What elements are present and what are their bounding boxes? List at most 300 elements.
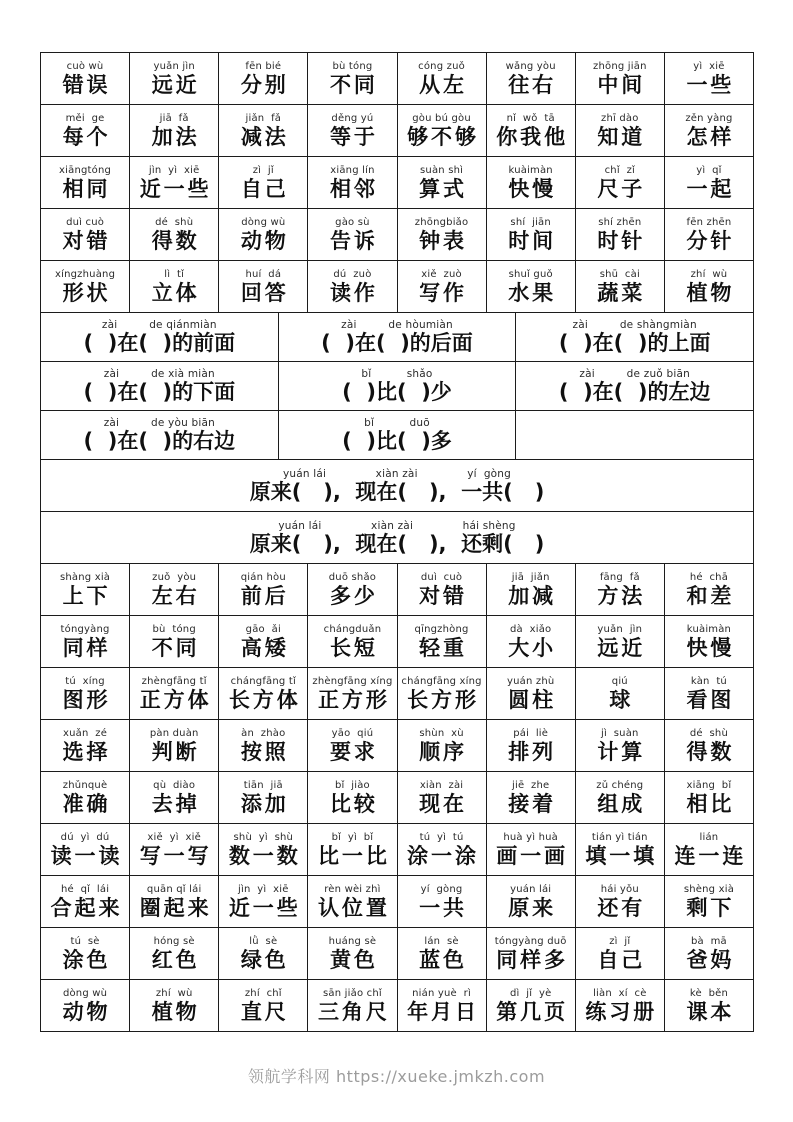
pinyin-label: liàn xí cè <box>593 987 647 999</box>
hanzi-text: 写作 <box>419 280 468 305</box>
hanzi-text: 比较 <box>329 791 378 816</box>
pinyin-label: yuán lái <box>510 883 552 895</box>
vocab-cell <box>576 928 665 980</box>
pinyin-label: dòng wù <box>62 987 108 999</box>
pinyin-label: dì jǐ yè <box>509 987 552 999</box>
hanzi-text: 一起 <box>686 176 735 201</box>
hanzi-text: ( )比( )少 <box>342 380 452 404</box>
pinyin-label: jìn yì xiē <box>148 164 200 176</box>
pinyin-label: qīngzhòng <box>414 623 469 635</box>
vocab-cell <box>130 209 219 261</box>
vocab-cell <box>130 720 219 772</box>
vocab-cell <box>398 824 487 876</box>
pinyin-label: zhí chǐ <box>244 987 282 999</box>
vocab-cell <box>398 53 487 105</box>
vocab-cell <box>576 980 665 1032</box>
vocab-cell <box>665 157 754 209</box>
hanzi-text: 等于 <box>329 124 378 149</box>
pinyin-label: shuǐ guǒ <box>508 268 553 280</box>
hanzi-text: 近一些 <box>139 176 212 201</box>
vocab-cell <box>130 928 219 980</box>
vocab-cell <box>665 105 754 157</box>
vocab-cell <box>219 261 308 313</box>
vocab-cell <box>487 928 576 980</box>
hanzi-text: 要求 <box>329 739 378 764</box>
vocab-cell <box>487 261 576 313</box>
pinyin-label: dà xiǎo <box>509 623 552 635</box>
hanzi-text: ( )在( )的后面 <box>321 331 473 355</box>
hanzi-text: 你我他 <box>496 124 569 149</box>
pinyin-label: kè běn <box>689 987 729 999</box>
pinyin-label: dé shù <box>155 216 194 228</box>
pinyin-label: jiǎn fǎ <box>245 112 282 124</box>
pinyin-label: zài de zuǒ biān <box>579 368 690 380</box>
pinyin-label: xiàn zài <box>419 779 464 791</box>
vocab-cell <box>487 772 576 824</box>
hanzi-text: 够不够 <box>407 124 480 149</box>
vocab-cell <box>665 876 754 928</box>
vocab-cell <box>487 668 576 720</box>
pinyin-label: zhí wù <box>155 987 193 999</box>
pinyin-label: děng yú <box>331 112 374 124</box>
pinyin-label: xiāngtóng <box>59 164 112 176</box>
pinyin-label: bù tóng <box>152 623 196 635</box>
pinyin-label: jiā fǎ <box>159 112 189 124</box>
pinyin-label: zuǒ yòu <box>152 571 197 583</box>
hanzi-text: 数一数 <box>228 843 301 868</box>
pinyin-label: bà mā <box>690 935 727 947</box>
hanzi-text: 同样多 <box>496 947 569 972</box>
vocab-cell <box>576 720 665 772</box>
hanzi-text: 减法 <box>240 124 289 149</box>
vocab-cell <box>130 824 219 876</box>
hanzi-text: 分针 <box>686 228 735 253</box>
pinyin-label: shí jiān <box>510 216 551 228</box>
vocab-cell <box>487 105 576 157</box>
hanzi-text: 快慢 <box>686 635 735 660</box>
vocab-cell <box>219 772 308 824</box>
pinyin-label: duō shǎo <box>328 571 377 583</box>
vocab-cell <box>487 980 576 1032</box>
hanzi-text: 练习册 <box>585 999 658 1024</box>
hanzi-text: 动物 <box>240 228 289 253</box>
hanzi-text: 回答 <box>240 280 289 305</box>
pinyin-label: bù tóng <box>332 60 373 72</box>
hanzi-text: 得数 <box>686 739 735 764</box>
pinyin-label: chángduǎn <box>323 623 382 635</box>
pinyin-label: qián hòu <box>240 571 286 583</box>
hanzi-text: 前后 <box>240 583 289 608</box>
vocab-cell <box>576 616 665 668</box>
pinyin-label: lǜ sè <box>249 935 278 947</box>
hanzi-text: 图形 <box>62 687 111 712</box>
pinyin-label: qiú <box>611 675 628 687</box>
hanzi-text: 爸妈 <box>686 947 735 972</box>
pinyin-label: quān qǐ lái <box>146 883 202 895</box>
vocab-cell <box>398 209 487 261</box>
hanzi-text: 往右 <box>508 72 557 97</box>
hanzi-text: 不同 <box>329 72 378 97</box>
vocab-cell <box>41 876 130 928</box>
hanzi-text: ( )在( )的左边 <box>558 380 711 404</box>
hanzi-text: 立体 <box>151 280 200 305</box>
footer-site-name: 领航学科网 <box>247 1067 331 1086</box>
pinyin-label: yuán zhù <box>506 675 555 687</box>
pinyin-label: hé chā <box>689 571 729 583</box>
vocab-cell <box>308 824 397 876</box>
hanzi-text: 轻重 <box>419 635 468 660</box>
vocab-cell <box>219 720 308 772</box>
pinyin-label: huí dá <box>245 268 282 280</box>
vocab-cell <box>219 876 308 928</box>
pinyin-label: yuán lái xiàn zài hái shèng <box>278 519 516 532</box>
vocab-cell <box>219 157 308 209</box>
hanzi-text: 黄色 <box>329 947 378 972</box>
hanzi-text: 一些 <box>686 72 735 97</box>
pinyin-label: fāng fǎ <box>599 571 640 583</box>
hanzi-text: 读一读 <box>50 843 123 868</box>
pinyin-label: kuàimàn <box>508 164 553 176</box>
pinyin-label: zhōng jiān <box>593 60 647 72</box>
hanzi-text: 左右 <box>151 583 200 608</box>
hanzi-text: 课本 <box>686 999 735 1024</box>
pinyin-label: shí zhēn <box>598 216 642 228</box>
hanzi-text: 还有 <box>597 895 646 920</box>
hanzi-text: 算式 <box>419 176 468 201</box>
pinyin-label: hé qǐ lái <box>60 883 110 895</box>
vocab-cell <box>41 564 130 616</box>
table-section-3 <box>41 564 754 1032</box>
pinyin-label: pái liè <box>513 727 549 739</box>
hanzi-text: 中间 <box>597 72 646 97</box>
hanzi-text: 准确 <box>62 791 111 816</box>
pinyin-label: shùn xù <box>419 727 464 739</box>
hanzi-text: 选择 <box>62 739 111 764</box>
pinyin-label: shàng xià <box>59 571 111 583</box>
vocab-cell <box>576 157 665 209</box>
vocab-cell <box>219 105 308 157</box>
hanzi-text: 一共 <box>419 895 468 920</box>
hanzi-text: 直尺 <box>240 999 289 1024</box>
vocab-cell <box>41 824 130 876</box>
hanzi-text: 原来( ), 现在( ), 一共( ) <box>249 479 545 504</box>
hanzi-text: 错误 <box>62 72 111 97</box>
table-section-0 <box>41 53 754 313</box>
hanzi-text: 时针 <box>597 228 646 253</box>
hanzi-text: ( )在( )的右边 <box>83 429 236 453</box>
vocab-cell <box>576 209 665 261</box>
pinyin-label: zhōngbiǎo <box>414 216 469 228</box>
vocab-cell <box>41 53 130 105</box>
vocab-cell <box>41 720 130 772</box>
table-section-2 <box>41 460 754 564</box>
hanzi-text: 原来( ), 现在( ), 还剩( ) <box>249 531 545 556</box>
vocab-cell <box>308 261 397 313</box>
pinyin-label: tóngyàng duō <box>494 935 567 947</box>
pinyin-label: měi ge <box>65 112 105 124</box>
pinyin-label: cuò wù <box>66 60 104 72</box>
vocab-cell <box>279 362 517 411</box>
hanzi-text: 和差 <box>686 583 735 608</box>
vocab-cell <box>665 720 754 772</box>
vocab-cell <box>308 720 397 772</box>
hanzi-text: 接着 <box>508 791 557 816</box>
vocab-cell <box>279 313 517 362</box>
pinyin-label: dòng wù <box>241 216 286 228</box>
vocab-cell <box>665 772 754 824</box>
vocab-cell <box>487 720 576 772</box>
vocab-cell <box>665 53 754 105</box>
pinyin-label: zài de xià miàn <box>103 368 215 380</box>
vocab-cell <box>41 980 130 1032</box>
pinyin-label: tú sè <box>70 935 100 947</box>
vocab-cell <box>41 209 130 261</box>
hanzi-text: 远近 <box>597 635 646 660</box>
vocab-cell <box>219 209 308 261</box>
pinyin-label: qù diào <box>153 779 196 791</box>
pinyin-label: xiě yì xiě <box>147 831 201 843</box>
pinyin-label: dú yì dú <box>60 831 110 843</box>
hanzi-text <box>631 429 638 454</box>
vocab-cell <box>41 105 130 157</box>
vocab-cell <box>398 772 487 824</box>
hanzi-text: 方法 <box>597 583 646 608</box>
hanzi-text: 钟表 <box>419 228 468 253</box>
vocab-cell <box>487 824 576 876</box>
pinyin-label: yuán lái xiàn zài yí gòng <box>282 467 512 480</box>
vocab-cell <box>308 53 397 105</box>
vocab-cell <box>398 980 487 1032</box>
vocab-cell <box>219 980 308 1032</box>
pinyin-label: pàn duàn <box>149 727 199 739</box>
hanzi-text: 现在 <box>419 791 468 816</box>
vocab-cell <box>398 261 487 313</box>
footer-watermark <box>0 1064 793 1087</box>
pinyin-label: chǐ zǐ <box>604 164 636 176</box>
pinyin-label: àn zhào <box>241 727 286 739</box>
pinyin-label: xiāng bǐ <box>686 779 732 791</box>
vocab-cell <box>576 261 665 313</box>
pinyin-label: nǐ wǒ tā <box>506 112 555 124</box>
vocab-cell <box>487 209 576 261</box>
vocab-cell <box>576 876 665 928</box>
footer-url: https://xueke.jmkzh.com <box>336 1067 546 1086</box>
vocab-cell <box>487 157 576 209</box>
vocab-cell <box>665 668 754 720</box>
pinyin-label: hái yǒu <box>600 883 639 895</box>
pinyin-label: lián <box>699 831 719 843</box>
pinyin-label: hóng sè <box>153 935 195 947</box>
vocab-cell <box>41 157 130 209</box>
pinyin-label: yí gòng <box>420 883 463 895</box>
vocab-cell <box>308 616 397 668</box>
hanzi-text: 告诉 <box>329 228 378 253</box>
pinyin-label: zhī dào <box>601 112 639 124</box>
hanzi-text: 原来 <box>508 895 557 920</box>
pinyin-label: dú zuò <box>333 268 372 280</box>
pinyin-label: bǐ duō <box>364 417 430 429</box>
hanzi-text: 涂色 <box>62 947 111 972</box>
vocab-cell <box>308 668 397 720</box>
hanzi-text: 涂一涂 <box>407 843 480 868</box>
vocab-cell <box>41 668 130 720</box>
vocab-cell <box>130 980 219 1032</box>
hanzi-text: 相邻 <box>329 176 378 201</box>
vocab-table <box>40 52 754 1032</box>
hanzi-text: 从左 <box>419 72 468 97</box>
table-section-1 <box>41 313 754 460</box>
pinyin-label: bǐ shǎo <box>361 368 433 380</box>
pinyin-label: zài de yòu biān <box>103 417 215 429</box>
vocab-cell <box>398 616 487 668</box>
hanzi-text: 蔬菜 <box>597 280 646 305</box>
hanzi-text: 尺子 <box>597 176 646 201</box>
pinyin-label: zì jǐ <box>609 935 631 947</box>
pinyin-label: yì qǐ <box>696 164 722 176</box>
hanzi-text: 球 <box>609 687 634 712</box>
hanzi-text: 近一些 <box>228 895 301 920</box>
pinyin-label: tián yì tián <box>591 831 648 843</box>
hanzi-text: 时间 <box>508 228 557 253</box>
hanzi-text: 写一写 <box>139 843 212 868</box>
vocab-cell <box>308 209 397 261</box>
hanzi-text: 远近 <box>151 72 200 97</box>
pinyin-label: cóng zuǒ <box>418 60 465 72</box>
pinyin-label: dé shù <box>689 727 729 739</box>
pinyin-label: chángfāng tǐ <box>230 675 296 687</box>
hanzi-text: 去掉 <box>151 791 200 816</box>
hanzi-text: 组成 <box>597 791 646 816</box>
hanzi-text: 植物 <box>151 999 200 1024</box>
pinyin-label: shù yì shù <box>233 831 294 843</box>
hanzi-text: 上下 <box>62 583 111 608</box>
hanzi-text: 判断 <box>151 739 200 764</box>
hanzi-text: 加法 <box>151 124 200 149</box>
hanzi-text: 蓝色 <box>419 947 468 972</box>
vocab-cell <box>398 720 487 772</box>
empty-cell <box>516 411 754 460</box>
vocab-cell <box>219 824 308 876</box>
vocab-cell <box>398 157 487 209</box>
hanzi-text: 连一连 <box>674 843 747 868</box>
pinyin-label: gào sù <box>335 216 370 228</box>
hanzi-text: 计算 <box>597 739 646 764</box>
pinyin-label: kuàimàn <box>686 623 732 635</box>
vocab-cell <box>665 209 754 261</box>
vocab-cell <box>308 928 397 980</box>
pinyin-label: yāo qiú <box>331 727 374 739</box>
hanzi-text: 长短 <box>329 635 378 660</box>
vocab-cell <box>665 261 754 313</box>
vocab-cell <box>279 411 517 460</box>
pinyin-label: fēn zhēn <box>686 216 732 228</box>
pinyin-label: yuǎn jìn <box>153 60 195 72</box>
vocab-cell <box>41 261 130 313</box>
pinyin-label: tóngyàng <box>60 623 110 635</box>
vocab-cell <box>516 313 754 362</box>
vocab-cell <box>665 824 754 876</box>
pinyin-label: duì cuò <box>420 571 463 583</box>
vocab-cell <box>219 53 308 105</box>
hanzi-text: 三角尺 <box>317 999 390 1024</box>
hanzi-text: 多少 <box>329 583 378 608</box>
hanzi-text: 年月日 <box>407 999 480 1024</box>
hanzi-text: 画一画 <box>496 843 569 868</box>
vocab-cell <box>308 564 397 616</box>
hanzi-text: 正方形 <box>317 687 390 712</box>
vocab-cell <box>41 928 130 980</box>
vocab-cell <box>41 313 279 362</box>
pinyin-label: bǐ yì bǐ <box>331 831 374 843</box>
hanzi-text: ( )在( )的前面 <box>83 331 236 355</box>
pinyin-label: zài de hòumiàn <box>341 319 453 331</box>
vocab-cell <box>219 928 308 980</box>
hanzi-text: 长方体 <box>228 687 301 712</box>
pinyin-label: xíngzhuàng <box>55 268 116 280</box>
vocab-cell <box>665 928 754 980</box>
vocab-cell <box>576 105 665 157</box>
hanzi-text: 相比 <box>686 791 735 816</box>
hanzi-text: 怎样 <box>686 124 735 149</box>
hanzi-text: 第几页 <box>496 999 569 1024</box>
hanzi-text: 圈起来 <box>139 895 212 920</box>
pinyin-label: zhèngfāng tǐ <box>141 675 207 687</box>
vocab-cell <box>308 980 397 1032</box>
vocab-cell <box>130 157 219 209</box>
vocab-cell <box>219 616 308 668</box>
vocab-cell <box>41 411 279 460</box>
hanzi-text: 水果 <box>508 280 557 305</box>
vocab-cell <box>665 980 754 1032</box>
hanzi-text: 对错 <box>62 228 111 253</box>
vocab-cell <box>130 616 219 668</box>
hanzi-text: 动物 <box>62 999 111 1024</box>
vocab-cell <box>665 564 754 616</box>
hanzi-text: 每个 <box>62 124 111 149</box>
vocab-cell <box>41 362 279 411</box>
pinyin-label: zhèngfāng xíng <box>312 675 393 687</box>
hanzi-text: 大小 <box>508 635 557 660</box>
pinyin-label: tú xíng <box>65 675 105 687</box>
pinyin-label: chángfāng xíng <box>401 675 482 687</box>
hanzi-text: 知道 <box>597 124 646 149</box>
vocab-cell <box>308 876 397 928</box>
vocab-cell <box>130 772 219 824</box>
vocab-cell <box>665 616 754 668</box>
pinyin-label: tú yì tú <box>419 831 464 843</box>
vocab-cell <box>41 512 754 564</box>
hanzi-text: 填一填 <box>585 843 658 868</box>
pinyin-label: nián yuè rì <box>412 987 471 999</box>
pinyin-label: lán sè <box>424 935 459 947</box>
vocab-cell <box>398 105 487 157</box>
hanzi-text: 红色 <box>151 947 200 972</box>
vocab-cell <box>516 362 754 411</box>
pinyin-label <box>633 417 637 429</box>
hanzi-text: 圆柱 <box>508 687 557 712</box>
vocab-cell <box>130 564 219 616</box>
vocab-cell <box>398 668 487 720</box>
hanzi-text: 同样 <box>62 635 111 660</box>
hanzi-text: 高矮 <box>240 635 289 660</box>
vocab-cell <box>576 668 665 720</box>
hanzi-text: 排列 <box>508 739 557 764</box>
vocab-cell <box>487 564 576 616</box>
pinyin-label: zhí wù <box>690 268 728 280</box>
vocab-cell <box>398 876 487 928</box>
hanzi-text: 顺序 <box>419 739 468 764</box>
hanzi-text: 加减 <box>508 583 557 608</box>
